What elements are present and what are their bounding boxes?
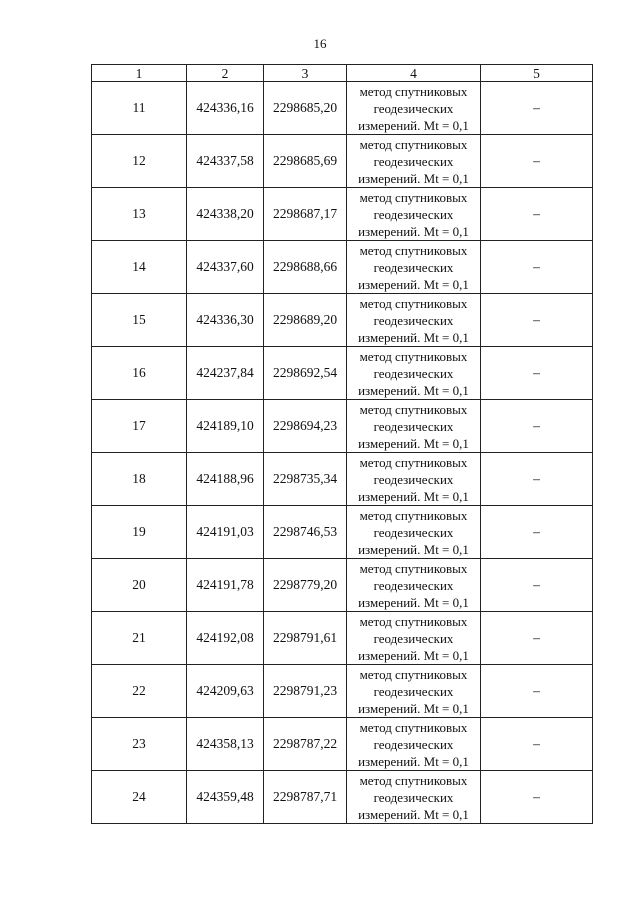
method-line: измерений. Mt = 0,1 — [358, 700, 469, 716]
method-line: геодезических — [373, 100, 454, 116]
method-line: метод спутниковых — [359, 83, 468, 99]
y-coordinate-cell: 2298685,69 — [264, 135, 347, 188]
column-header: 2 — [187, 65, 264, 82]
method-line: метод спутниковых — [359, 401, 468, 417]
y-coordinate-cell: 2298687,17 — [264, 188, 347, 241]
y-coordinate-cell: 2298688,66 — [264, 241, 347, 294]
method-line: геодезических — [373, 312, 454, 328]
method-cell — [347, 453, 481, 506]
point-number-cell: 14 — [92, 241, 187, 294]
method-cell — [347, 135, 481, 188]
note-cell: – — [481, 135, 593, 188]
point-number-cell: 15 — [92, 294, 187, 347]
column-header: 1 — [92, 65, 187, 82]
note-cell: – — [481, 400, 593, 453]
note-cell: – — [481, 612, 593, 665]
point-number-cell: 22 — [92, 665, 187, 718]
method-line: геодезических — [373, 789, 454, 805]
method-line: геодезических — [373, 736, 454, 752]
table-header-row — [92, 65, 593, 82]
point-number-cell: 18 — [92, 453, 187, 506]
method-line: измерений. Mt = 0,1 — [358, 117, 469, 133]
note-cell: – — [481, 294, 593, 347]
x-coordinate-cell: 424237,84 — [187, 347, 264, 400]
method-line: геодезических — [373, 630, 454, 646]
note-cell: – — [481, 241, 593, 294]
x-coordinate-cell: 424337,58 — [187, 135, 264, 188]
x-coordinate-cell: 424338,20 — [187, 188, 264, 241]
method-line: измерений. Mt = 0,1 — [358, 806, 469, 822]
method-line: метод спутниковых — [359, 772, 468, 788]
point-number-cell: 17 — [92, 400, 187, 453]
x-coordinate-cell: 424188,96 — [187, 453, 264, 506]
y-coordinate-cell: 2298779,20 — [264, 559, 347, 612]
method-line: измерений. Mt = 0,1 — [358, 223, 469, 239]
method-line: измерений. Mt = 0,1 — [358, 488, 469, 504]
x-coordinate-cell: 424358,13 — [187, 718, 264, 771]
x-coordinate-cell: 424336,30 — [187, 294, 264, 347]
method-cell — [347, 347, 481, 400]
note-cell: – — [481, 82, 593, 135]
point-number-cell: 20 — [92, 559, 187, 612]
method-line: метод спутниковых — [359, 295, 468, 311]
table-row — [92, 188, 593, 241]
y-coordinate-cell: 2298787,71 — [264, 771, 347, 824]
table-row — [92, 771, 593, 824]
x-coordinate-cell: 424192,08 — [187, 612, 264, 665]
y-coordinate-cell: 2298692,54 — [264, 347, 347, 400]
method-line: измерений. Mt = 0,1 — [358, 594, 469, 610]
method-line: измерений. Mt = 0,1 — [358, 541, 469, 557]
y-coordinate-cell: 2298746,53 — [264, 506, 347, 559]
table-row — [92, 718, 593, 771]
table-row — [92, 506, 593, 559]
table-row — [92, 135, 593, 188]
point-number-cell: 13 — [92, 188, 187, 241]
x-coordinate-cell: 424191,78 — [187, 559, 264, 612]
table-row — [92, 400, 593, 453]
method-line: геодезических — [373, 206, 454, 222]
method-line: метод спутниковых — [359, 136, 468, 152]
x-coordinate-cell: 424336,16 — [187, 82, 264, 135]
method-line: геодезических — [373, 259, 454, 275]
x-coordinate-cell: 424337,60 — [187, 241, 264, 294]
method-cell — [347, 771, 481, 824]
method-cell — [347, 188, 481, 241]
method-line: метод спутниковых — [359, 666, 468, 682]
table-row — [92, 347, 593, 400]
point-number-cell: 16 — [92, 347, 187, 400]
page-number: 16 — [313, 36, 327, 51]
table-row — [92, 559, 593, 612]
point-number-cell: 19 — [92, 506, 187, 559]
note-cell: – — [481, 665, 593, 718]
x-coordinate-cell: 424209,63 — [187, 665, 264, 718]
x-coordinate-cell: 424359,48 — [187, 771, 264, 824]
method-line: измерений. Mt = 0,1 — [358, 647, 469, 663]
y-coordinate-cell: 2298689,20 — [264, 294, 347, 347]
method-line: метод спутниковых — [359, 242, 468, 258]
method-line: геодезических — [373, 471, 454, 487]
table-row — [92, 665, 593, 718]
note-cell: – — [481, 453, 593, 506]
method-cell — [347, 506, 481, 559]
column-header: 3 — [264, 65, 347, 82]
note-cell: – — [481, 718, 593, 771]
method-cell — [347, 612, 481, 665]
point-number-cell: 11 — [92, 82, 187, 135]
method-line: метод спутниковых — [359, 189, 468, 205]
y-coordinate-cell: 2298787,22 — [264, 718, 347, 771]
y-coordinate-cell: 2298791,23 — [264, 665, 347, 718]
note-cell: – — [481, 559, 593, 612]
method-line: метод спутниковых — [359, 719, 468, 735]
y-coordinate-cell: 2298735,34 — [264, 453, 347, 506]
method-line: измерений. Mt = 0,1 — [358, 170, 469, 186]
table-row — [92, 241, 593, 294]
method-cell — [347, 718, 481, 771]
column-header: 5 — [481, 65, 593, 82]
note-cell: – — [481, 188, 593, 241]
method-line: метод спутниковых — [359, 613, 468, 629]
method-line: измерений. Mt = 0,1 — [358, 435, 469, 451]
method-line: геодезических — [373, 577, 454, 593]
method-line: метод спутниковых — [359, 454, 468, 470]
table-body — [92, 82, 593, 824]
table-row — [92, 612, 593, 665]
x-coordinate-cell: 424191,03 — [187, 506, 264, 559]
method-line: метод спутниковых — [359, 507, 468, 523]
point-number-cell: 23 — [92, 718, 187, 771]
y-coordinate-cell: 2298791,61 — [264, 612, 347, 665]
point-number-cell: 24 — [92, 771, 187, 824]
method-line: геодезических — [373, 365, 454, 381]
y-coordinate-cell: 2298694,23 — [264, 400, 347, 453]
table-row — [92, 294, 593, 347]
method-line: геодезических — [373, 524, 454, 540]
method-cell — [347, 400, 481, 453]
column-header: 4 — [347, 65, 481, 82]
method-line: измерений. Mt = 0,1 — [358, 382, 469, 398]
note-cell: – — [481, 347, 593, 400]
method-line: метод спутниковых — [359, 348, 468, 364]
point-number-cell: 12 — [92, 135, 187, 188]
method-cell — [347, 241, 481, 294]
note-cell: – — [481, 771, 593, 824]
method-line: измерений. Mt = 0,1 — [358, 276, 469, 292]
method-cell — [347, 665, 481, 718]
method-cell — [347, 82, 481, 135]
method-line: измерений. Mt = 0,1 — [358, 329, 469, 345]
method-line: геодезических — [373, 683, 454, 699]
table-row — [92, 453, 593, 506]
method-line: геодезических — [373, 418, 454, 434]
method-line: измерений. Mt = 0,1 — [358, 753, 469, 769]
method-line: геодезических — [373, 153, 454, 169]
coordinates-table — [91, 64, 593, 824]
table-row — [92, 82, 593, 135]
method-line: метод спутниковых — [359, 560, 468, 576]
note-cell: – — [481, 506, 593, 559]
method-cell — [347, 294, 481, 347]
point-number-cell: 21 — [92, 612, 187, 665]
x-coordinate-cell: 424189,10 — [187, 400, 264, 453]
method-cell — [347, 559, 481, 612]
y-coordinate-cell: 2298685,20 — [264, 82, 347, 135]
